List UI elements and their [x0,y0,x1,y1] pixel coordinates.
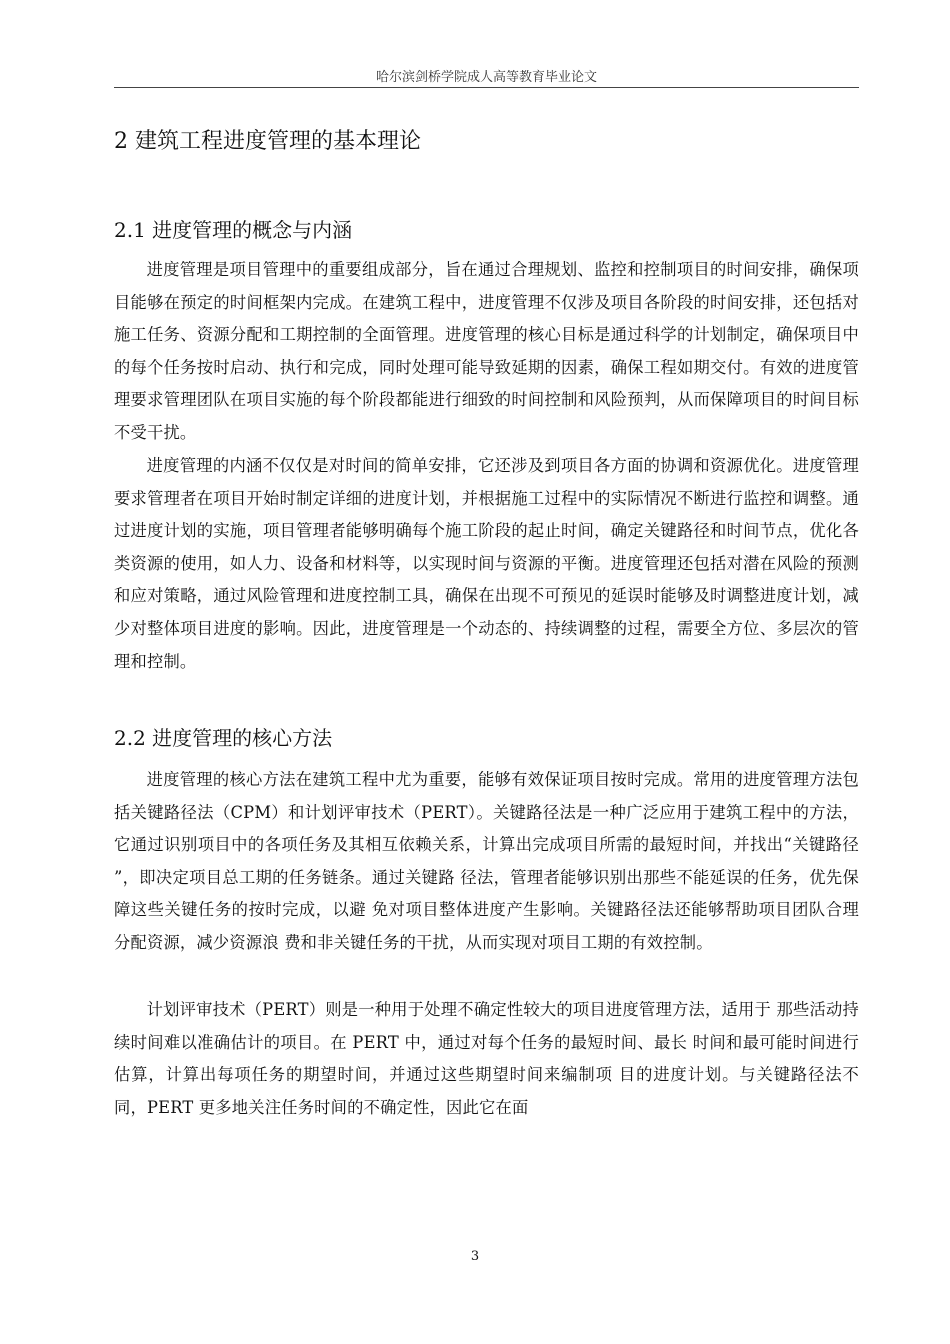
running-header: 哈尔滨剑桥学院成人高等教育毕业论文 [375,70,597,85]
paragraph: 进度管理是项目管理中的重要组成部分，旨在通过合理规划、监控和控制项目的时间安排，确保项目能够在预定的时间框架内完成。在建筑工程中，进度管理不仅涉及项目各阶段的时间安排，还包括对施工任务、资源分配和工期控制的全面管理。进度管理的核心目标是通过科学的计划制定，确保项目中的每个任务按时启动、执行和完成，同时处理可能导致延期的因素，确保工程如期交付。有效的进度管理要求管理团队在项目实施的每个阶段都能进行细致的时间控制和风险预判，从而保障项目的时间目标不受干扰。 [114,260,859,442]
section-title-2-1: 2.1 进度管理的概念与内涵 [114,218,353,242]
paragraph: 计划评审技术（PERT）则是一种用于处理不确定性较大的项目进度管理方法，适用于 那些活动持续时间难以准确估计的项目。在 PERT 中，通过对每个任务的最短时间、最长 时间和最可能时间进行估算，计算出每项任务的期望时间，并通过这些期望时间来编制项 目的进度计划。与关键路径法不同，PERT 更多地关注任务时间的不确定性，因此它在面 [114,1000,859,1117]
paragraph: 进度管理的内涵不仅仅是对时间的简单安排，它还涉及到项目各方面的协调和资源优化。进度管理要求管理者在项目开始时制定详细的进度计划，并根据施工过程中的实际情况不断进行监控和调整。通过进度计划的实施，项目管理者能够明确每个施工阶段的起止时间，确定关键路径和时间节点，优化各类资源的使用，如人力、设备和材料等，以实现时间与资源的平衡。进度管理还包括对潜在风险的预测和应对策略，通过风险管理和进度控制工具，确保在出现不可预见的延误时能够及时调整进度计划，减少对整体项目进度的影响。因此，进度管理是一个动态的、持续调整的过程，需要全方位、多层次的管理和控制。 [114,456,859,671]
page-number: 3 [470,1249,480,1264]
paragraph: 进度管理的核心方法在建筑工程中尤为重要，能够有效保证项目按时完成。常用的进度管理方法包括关键路径法（CPM）和计划评审技术（PERT）。关键路径法是一种广泛应用于建筑工程中的方法，它通过识别项目中的各项任务及其相互依赖关系，计算出完成项目所需的最短时间，并找出“关键路径 ”，即决定项目总工期的任务链条。通过关键路 径法，管理者能够识别出那些不能延误的任务，优先保障这些关键任务的按时完成，以避 免对项目整体进度产生影响。关键路径法还能够帮助项目团队合理分配资源，减少资源浪 费和非关键任务的干扰，从而实现对项目工期的有效控制。 [114,770,859,952]
chapter-title: 2 建筑工程进度管理的基本理论 [114,129,421,154]
section-title-2-2: 2.2 进度管理的核心方法 [114,726,333,750]
header-divider [114,87,859,88]
